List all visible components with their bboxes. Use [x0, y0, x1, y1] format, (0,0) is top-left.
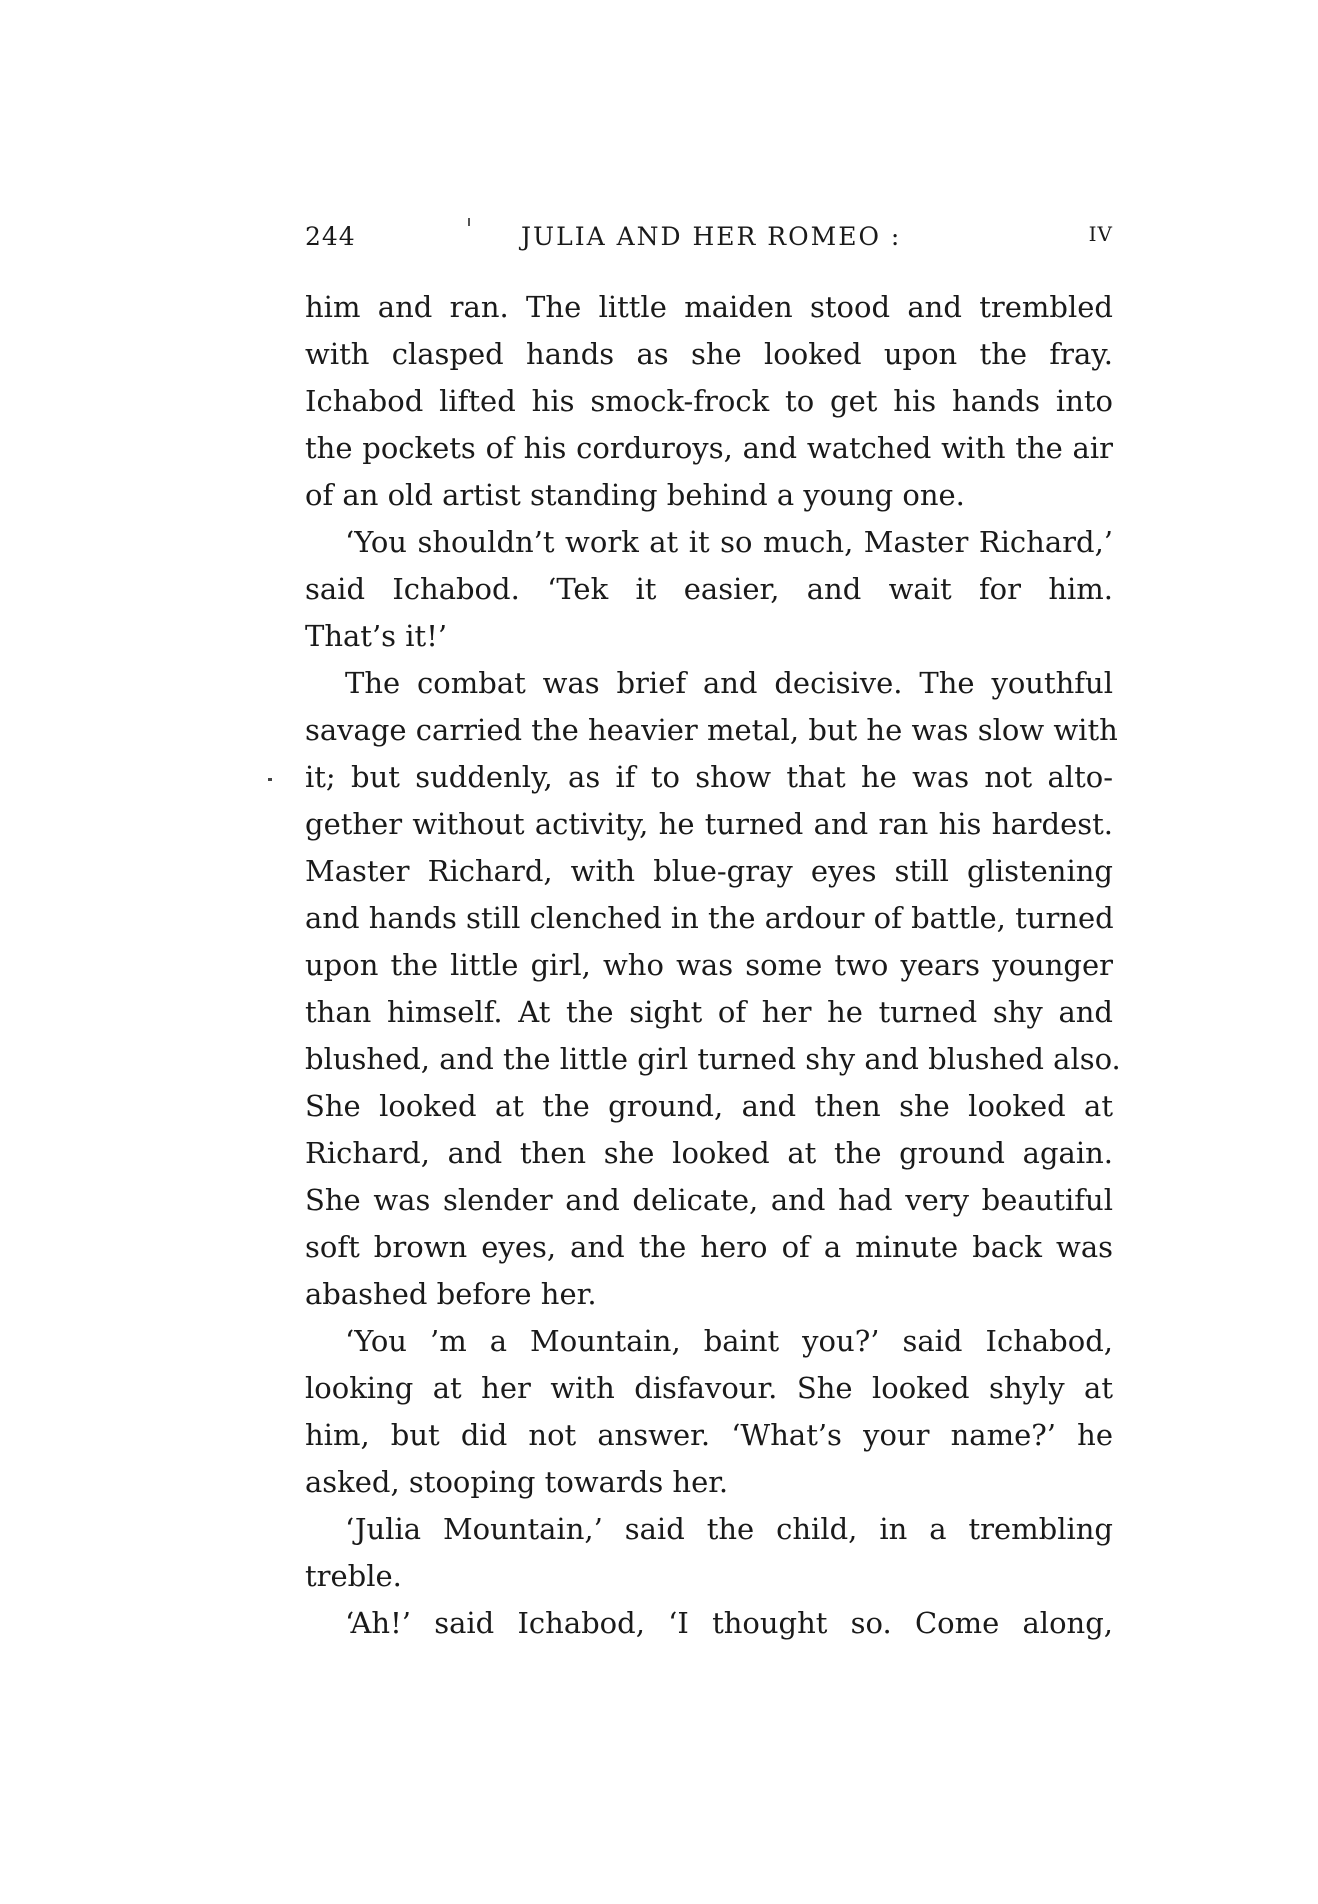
- text-line: gether without activity, he turned and ran his hardest.: [305, 807, 1113, 841]
- text-line: Ichabod lifted his smock-frock to get his hands into: [305, 384, 1113, 418]
- margin-speck: [268, 778, 272, 781]
- chapter-number: IV: [1088, 222, 1113, 246]
- text-line: it; but suddenly, as if to show that he was not alto-: [305, 760, 1113, 794]
- text-line: him and ran. The little maiden stood and trembled: [305, 290, 1113, 324]
- body-text: [305, 284, 1121, 1647]
- text-line: the pockets of his corduroys, and watched with the air: [305, 431, 1113, 465]
- running-head: [305, 222, 1113, 262]
- text-line: She was slender and delicate, and had very beautiful: [305, 1183, 1113, 1217]
- text-line: abashed before her.: [305, 1277, 597, 1311]
- text-line: with clasped hands as she looked upon the fray.: [305, 337, 1113, 371]
- text-line: That’s it!’: [305, 619, 448, 653]
- text-line: asked, stooping towards her.: [305, 1465, 729, 1499]
- page-number: 244: [305, 222, 356, 251]
- text-line: The combat was brief and decisive. The youthful: [345, 666, 1113, 700]
- text-line: treble.: [305, 1559, 402, 1593]
- text-line: than himself. At the sight of her he turned shy and: [305, 995, 1113, 1029]
- running-title: JULIA AND HER ROMEO :: [521, 222, 902, 251]
- text-line: ‘Ah!’ said Ichabod, ‘I thought so. Come along,: [345, 1606, 1113, 1640]
- text-line: looking at her with disfavour. She looked shyly at: [305, 1371, 1113, 1405]
- text-line: said Ichabod. ‘Tek it easier, and wait for him.: [305, 572, 1113, 606]
- text-line: him, but did not answer. ‘What’s your name?’ he: [305, 1418, 1113, 1452]
- text-line: and hands still clenched in the ardour of battle, turned: [305, 901, 1114, 935]
- print-mark: [468, 218, 470, 226]
- text-line: ‘Julia Mountain,’ said the child, in a trembling: [345, 1512, 1113, 1546]
- text-line: upon the little girl, who was some two years younger: [305, 948, 1113, 982]
- text-line: She looked at the ground, and then she looked at: [305, 1089, 1113, 1123]
- text-line: Master Richard, with blue-gray eyes still glistening: [305, 854, 1113, 888]
- text-line: soft brown eyes, and the hero of a minute back was: [305, 1230, 1113, 1264]
- text-line: Richard, and then she looked at the ground again.: [305, 1136, 1113, 1170]
- text-line: of an old artist standing behind a young one.: [305, 478, 965, 512]
- text-line: savage carried the heavier metal, but he was slow with: [305, 713, 1118, 747]
- text-line: ‘You ’m a Mountain, baint you?’ said Ichabod,: [345, 1324, 1113, 1358]
- text-line: ‘You shouldn’t work at it so much, Master Richard,’: [345, 525, 1113, 559]
- text-line: blushed, and the little girl turned shy and blushed also.: [305, 1042, 1121, 1076]
